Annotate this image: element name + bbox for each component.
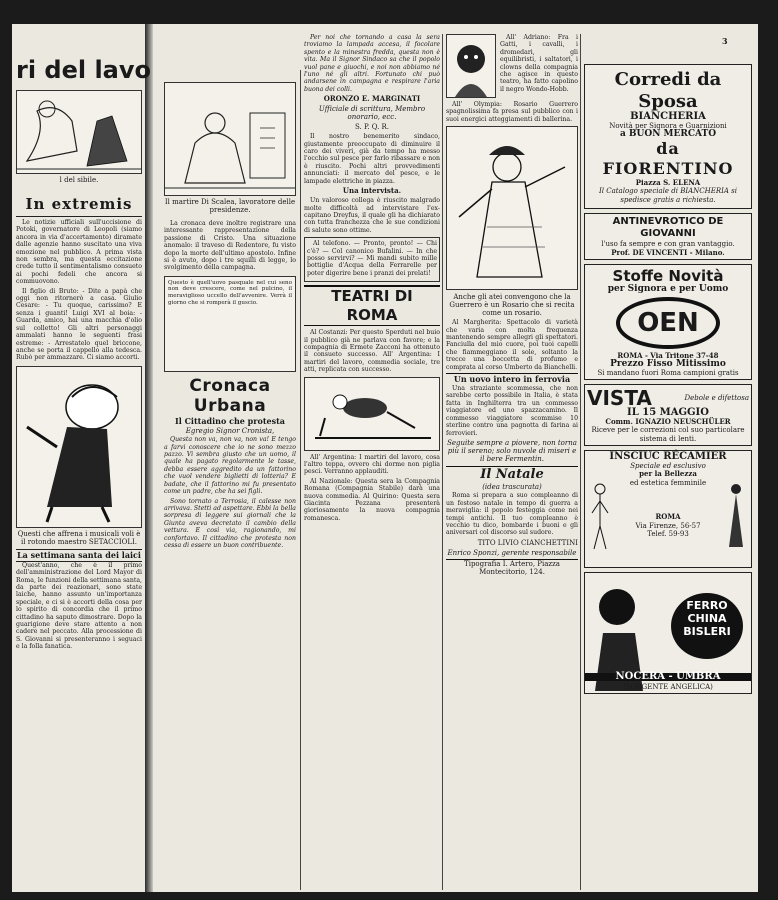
illustration-guerrero — [446, 126, 578, 290]
heading-teatri: TEATRI DI ROMA — [304, 285, 440, 326]
verse: Seguite sempre a piovere, non torna più il sereno; solo nuvole di miseri e il bere Fermentin. — [447, 438, 577, 463]
ad-line: ed estetica femminile — [629, 478, 707, 487]
cartoon-di-scalea — [164, 82, 296, 196]
intervista-heading: Una intervista. — [342, 186, 402, 196]
ad-line: Debole e difettosa — [684, 393, 749, 402]
page-gutter — [145, 24, 153, 892]
ad-title: VISTA — [587, 386, 652, 410]
heading-natale: Il Natale — [446, 466, 578, 483]
article-text: Il nostro benemerito sindaco, giustamente preoccupato di diminuire il caro dei viveri, già da tempo ha messo l'occhio sul pesce per farlo ribassare e non è riuscito. Pochi altri provvedimenti annunciati: il mercato del pesce, e le lampade elettriche in piazza. — [304, 133, 440, 185]
caption-guerrero: Anche gli atei convengono che la Guerrero è un Rosario che si recita come un rosario. — [449, 293, 575, 318]
caption-sibile: l del sibile. — [59, 176, 99, 184]
ad-corredi-sposa — [584, 64, 752, 209]
ad-line: NOCERA - UMBRA — [585, 673, 751, 682]
ad-title: Stoffe Novità — [612, 267, 724, 285]
article-text: Al Margherita: Spettacolo di varietà che varia con molta frequenza mantenendo sempre allegri gli spettatori. Fanciulla del mio cuore, poi tuoi capelli che fiammeggiano il sole, soltanto la trecce una boccetta di profumo e comprata al corso Umberto da Bianchelli. — [446, 319, 578, 371]
signature-note: Ufficiale di scrittura, Membro onorario, ecc. — [318, 105, 426, 122]
ad-line: Prezzo Fisso Mitissimo — [610, 359, 726, 369]
article-text: Questa non va, non va, non va! E tengo a farvi conoscere che io ne sono mezzo pazzo. Vi sembra giusto che un uomo, il quale ha pagato regolarmente le tasse, debba essere aggredito da un fattorino che vuol vendere biglietti di lotteria? E badate, che il fattorino mi fu presentato come un padre, che ha sei figli. — [164, 436, 296, 496]
ad-line: (SORGENTE ANGELICA) — [623, 682, 713, 691]
article-text: Le notizie ufficiali sull'uccisione di Potoki, governatore di Leopoli (siamo ancora in via d'accertamento) diramate dalle agenzie hanno suscitato una viva emozione nel pubblico. A prima vista non sembra, ma questa eccitazione crede tutto il sentimentalismo consueto ai pochi fedeli che ancora si commuovono. — [16, 219, 142, 286]
ad-line: Il Catalogo speciale di BIANCHERIA si spedisce gratis a richiesta. — [598, 187, 738, 204]
ad-line: Riceve per le correzioni col suo particolare sistema di lenti. — [591, 426, 745, 443]
article-text: Sono tornato a Terrosia, il calesse non arrivava. Stetti ad aspettare. Ebbi la bella sorpresa di leggere sui giornali che la Giunta aveva decretato il cambio della vettura. E così via, ragionando, mi confortavo. Il cittadino che protesta non cessa di essere un buon contribuente. — [164, 497, 296, 549]
divider — [16, 216, 142, 217]
ad-line: Speciale ed esclusivo — [630, 461, 706, 470]
ad-line: Via Firenze, 56-57 — [635, 521, 701, 530]
ad-line: IL 15 MAGGIO — [627, 407, 709, 418]
figure-left — [589, 481, 611, 551]
heading-cronaca-urbana: Cronaca Urbana — [189, 375, 271, 416]
telephone-text: Al telefono. — Pronto, pronto! — Chi c'è? — Col canonico Bufalini. — In che posso servirvi? — Mi mandi subito mille bottiglie d'Acqua della Ferrarelle per poter digerire bene i pranzi dei prelati! — [307, 240, 437, 277]
article-text: Al Costanzi: Per questo Sperduti nel buio il pubblico già ne parlava con favore; e la compagnia di Ermete Zacconi ha ottenuto il consueto successo. All' Argentina: I martiri del lavoro, commedia sociale, tre atti, replicata con successo. — [304, 329, 440, 374]
ad-line: BISLERI — [683, 625, 731, 638]
ad-line: ROMA - Via Tritone 37-48 — [617, 350, 719, 360]
column-1 — [16, 90, 142, 890]
column-rule — [300, 70, 301, 890]
ad-line: Piazza S. ELENA — [635, 177, 701, 187]
article-text: Il figlio di Bruto: - Dite a papà che oggi non ritornerò a casa. Giulio Cesare: - Tu quoque, carissimo? E senza i guanti! Luigi XVI al boia: - Guarda, amico, hai una macchia d'olio sul colletto! Gli altri personaggi ammalati hanno le seguenti frasi estreme: - Arrestatelo quel briccone, anche se porta il cappello alla tedesca. Rubò per ammazzare. Ci siamo accorti. — [16, 287, 142, 362]
ad-antinevrotico — [584, 213, 752, 260]
article-text: All' Argentina: I martiri del lavoro, cosa l'altro teppa, ovvero chi dorme non piglia pesci. Verranno applauditi. — [304, 453, 440, 476]
ad-line: CHINA — [687, 612, 727, 625]
article-text: Roma si prepara a suo compleanno di un festoso natale in tempo di guerra a meraviglia: il popolo festeggia come nei tempi antichi. Il tuo compleanno è vecchio tu dico, bombarde i buoni e gli aniversari col discorso sul sudore. — [446, 492, 578, 537]
ad-line: a BUON MERCATO — [619, 129, 717, 139]
article-text: La cronaca deve inoltre registrare una interessante rappresentazione della passione di Cristo. Una situazione anomalo: il traveso di Redentore, fu visto dopo la morte dell'ultimo apostolo. Infine si è avuto, dopo i tre squilli di legge, lo svolgimento della campagna. — [164, 220, 296, 272]
heading-settimana-santa: La settimana santa dei laici — [17, 549, 141, 560]
ad-badge — [671, 593, 743, 659]
ad-line: Si mandano fuori Roma campioni gratis — [597, 368, 739, 377]
salutation: Egregio Signor Cronista, — [185, 426, 275, 435]
heading-uovo-ferrovia: Un uovo intero in ferrovia — [446, 373, 578, 385]
ad-line: Prof. DE VINCENTI - Milano. — [611, 247, 725, 257]
article-text: Per noi che tornando a casa la sera troviamo la lampada accesa, il focolare spento e la minestra fredda, questa non è vita. Ma il Signor Sindaco sa che il popolo vuol pane e giuochi, e noi non abbiamo né l'uno né gli altri. Fortunato chi può andarsene in campagna e respirare l'aria buona dei colli. — [304, 34, 440, 93]
ad-line: l'uso fa sempre e con gran vantaggio. — [601, 240, 735, 248]
subheading-natale: (idea trascurata) — [482, 482, 542, 491]
subheading-cittadino: Il Cittadino che protesta — [175, 415, 285, 426]
ad-stoffe-novita — [584, 264, 752, 380]
telephone-box — [304, 237, 440, 282]
page-number: 3 — [722, 36, 728, 46]
cartoon-left-top — [16, 90, 142, 174]
column-rule — [442, 34, 443, 890]
caption-di-scalea: Il martire Di Scalea, lavoratore delle presidenze. — [164, 198, 296, 214]
signature: ORONZO E. MARGINATI — [323, 94, 421, 104]
ad-title: Corredi da Sposa — [614, 69, 722, 112]
article-text: All' Adriano: Fra i Gatti, i cavalli, i dromedari, gli equilibristi, i saltatori, i clowns della compagnia che agisce in questo teatro, ha fatto capolino il negro Wondo-Hobb. — [500, 34, 578, 93]
ad-logo: OEN — [616, 297, 720, 349]
ad-line: BIANCHERIA — [630, 111, 706, 122]
ad-line: ROMA — [655, 512, 681, 521]
banner-title: ri del lavo — [16, 56, 152, 84]
footer-tipografia: Tipografia I. Artero, Piazza Montecitorio, 124. — [446, 559, 578, 576]
heading-in-extremis: In extremis — [25, 195, 133, 213]
theatre-cartoon — [304, 377, 440, 451]
article-text: Una straziante scommessa, che non sarebbe certo possibile in Italia, è stata fatta in Inghilterra tra un commesso viaggiatore ed uno spazzacamino. Il commesso viaggiatore scommise 10 sterline contro una pagnotta di farina ai ferrovieri. — [446, 385, 578, 437]
ad-line: Novità per Signora e Guarnizioni — [609, 121, 727, 130]
article-text: All' Olympia: Rosario Guerrero spagnolissima fa presa sul pubblico con i suoi energici atteggiamenti di ballerina. — [446, 101, 578, 123]
article-text: Al Nazionale: Questa sera la Compagnia Romana (Compagnia Stabile) darà una nuova commedia. Al Quirino: Questa sera Giacinta Pezzana presenterà gioriosamente la nuova compagnia romanesca. — [304, 477, 440, 522]
box-text: Questo è quell'uovo pasquale nel cui seno non deve crescere, come nel pulcino, il meraviglioso uccello dell'avvenire. Verrà il giorno che si romperà il guscio. — [168, 279, 292, 306]
ad-ferro-china — [584, 572, 752, 694]
ad-line: Telef. 59-93 — [647, 530, 689, 538]
article-text: Un valoroso collega è riuscito malgrado molte difficoltà ad intervistare l'ex-capitano Dreyfus, il quale gli ha dichiarato con tutta franchezza che le sue condizioni di salute sono ottime. — [304, 197, 440, 234]
article-text: Quest'anno, che è il primo dell'amministrazione del Lord Mayor di Roma, le funzioni della settimana santa, da parte dei reazionari, sono state laiche, hanno assunto un'importanza speciale, e ci si è accorti della cosa per lo spirito di concordia che il primo cittadino ha saputo dimostrare. Dopo la guarigione deve stare attento a non cadere nel peccato. Alla processione di S. Giovanni si presenteranno i seguaci e la folla fanatica. — [16, 561, 142, 651]
ad-line: Comm. IGNAZIO NEUSCHÜLER — [605, 416, 731, 426]
signature: TITO LIVIO CIANCHETTINI — [477, 538, 578, 547]
ad-line: per Signora e per Uomo — [607, 284, 729, 294]
column-2 — [164, 82, 296, 890]
caption-setaccioli: Questi che affrena i musicali voli è il rotondo maestro SETACCIOLI. — [17, 529, 141, 546]
ad-vista — [584, 384, 752, 446]
easter-egg-box — [164, 276, 296, 372]
ad-recamier — [584, 450, 752, 568]
column-rule — [580, 34, 581, 890]
footer-gerente: Enrico Sponzi, gerente responsabile — [447, 548, 577, 557]
column-3 — [304, 34, 440, 890]
ad-title: ANTINEVROTICO DE GIOVANNI — [612, 216, 724, 239]
ads-column — [584, 64, 752, 890]
figure-right — [725, 481, 747, 551]
ad-title: INSCIUC RÉCAMIER — [609, 451, 727, 462]
ad-line: FERRO — [686, 599, 728, 612]
portrait-wondo-hobb — [446, 34, 496, 98]
ad-line: per la Bellezza — [639, 469, 697, 478]
column-4 — [446, 34, 578, 890]
caricature-maestro — [16, 366, 142, 528]
spqr-heading: S. P. Q. R. — [354, 123, 390, 132]
ad-brand: da FIORENTINO — [602, 138, 734, 178]
